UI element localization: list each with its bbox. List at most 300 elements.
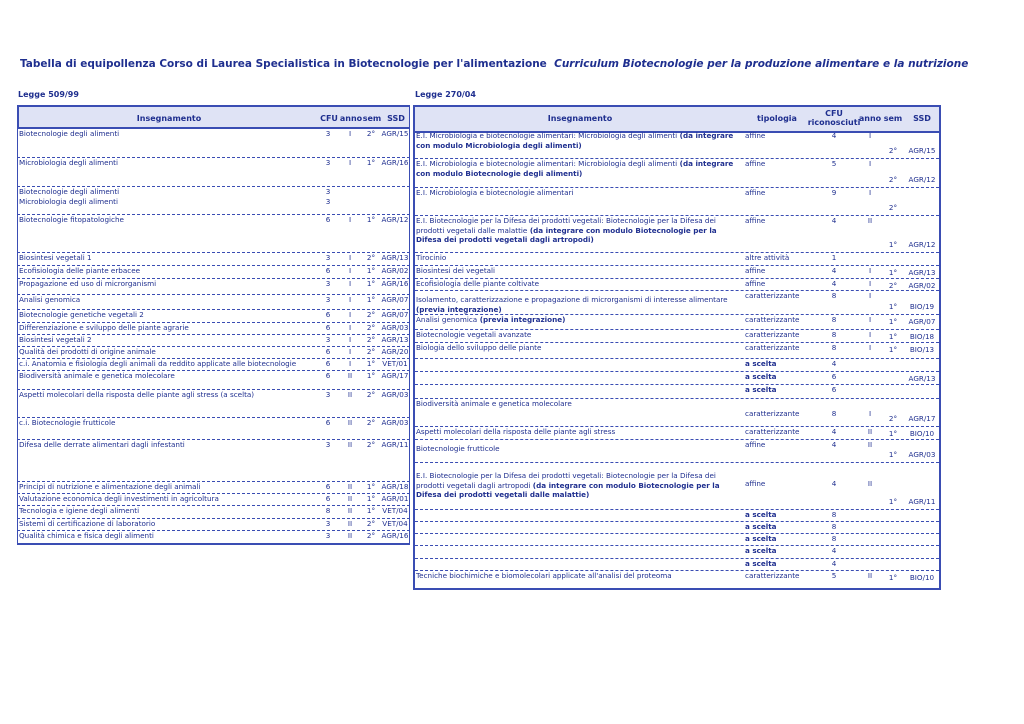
cfu-line: 6 xyxy=(325,347,331,356)
cfu-line: 6 xyxy=(325,359,331,368)
course-line: Qualità dei prodotti di origine animale xyxy=(19,347,156,356)
cfu-value xyxy=(318,129,338,139)
table-row xyxy=(415,343,939,359)
ssd-value: AGR/01 xyxy=(381,494,409,503)
course-name xyxy=(19,335,317,345)
cfu-value xyxy=(318,531,338,541)
course-name xyxy=(19,347,317,357)
ssd-value: AGR/07 xyxy=(381,310,409,319)
right-header-sem: sem xyxy=(883,113,903,123)
cfu-value: 4 xyxy=(831,131,837,140)
anno-value: I xyxy=(348,310,352,319)
sem-value: 2° xyxy=(888,414,898,423)
table-row xyxy=(17,506,410,519)
course-note: (da integrare con modulo Biotecnologie per la Difesa dei prodotti vegetali dagli artropodi) xyxy=(416,225,717,245)
course-name xyxy=(19,440,317,450)
anno-value: I xyxy=(348,253,352,262)
cfu-value: 4 xyxy=(831,266,837,275)
course-line: Propagazione ed uso di microrganismi xyxy=(19,279,157,288)
title-curriculum: Curriculum Biotecnologie per la produzione alimentare e la nutrizione xyxy=(554,58,969,70)
course-name xyxy=(416,131,742,150)
course-name xyxy=(19,531,317,541)
table-row xyxy=(17,347,410,359)
ssd-value: AGR/12 xyxy=(908,240,936,249)
cfu-line: 3 xyxy=(325,279,331,288)
course-line: c.i. Biotecnologie frutticole xyxy=(19,418,116,427)
table-row xyxy=(415,546,939,559)
cfu-line: 6 xyxy=(325,482,331,491)
cfu-value: 4 xyxy=(831,559,837,568)
sem-value: 2° xyxy=(366,440,376,449)
cfu-value xyxy=(318,323,338,333)
course-name xyxy=(19,519,317,529)
table-row xyxy=(17,440,410,482)
anno-value: I xyxy=(868,279,872,288)
table-row xyxy=(17,266,410,279)
course-text: Biotecnologie vegetali avanzate xyxy=(416,330,532,339)
course-text: E.I. Biotecnologie per la Difesa dei prodotti vegetali: Biotecnologie per la Difesa dei prodotti vegetali dagli artropodi xyxy=(416,471,716,490)
anno-value: I xyxy=(868,188,872,197)
course-name xyxy=(416,571,742,581)
course-line: Tecnologia e igiene degli alimenti xyxy=(19,506,140,515)
tipologia-value: affine xyxy=(745,440,766,449)
ssd-value: AGR/18 xyxy=(381,482,409,491)
sem-value: 2° xyxy=(366,347,376,356)
cfu-line: 6 xyxy=(325,310,331,319)
ssd-value: AGR/11 xyxy=(381,440,409,449)
table-row xyxy=(415,315,939,330)
course-name xyxy=(19,215,317,225)
tipologia-value: a scelta xyxy=(745,559,777,568)
course-text: E.I. Microbiologia e biotecnologie alimentari: Microbiologia degli alimenti xyxy=(416,131,678,140)
table-row xyxy=(415,159,939,188)
anno-value: II xyxy=(347,390,353,399)
cfu-value xyxy=(318,253,338,263)
anno-value: II xyxy=(867,479,873,488)
cfu-line: 6 xyxy=(325,323,331,332)
course-line: Microbiologia degli alimenti xyxy=(19,196,118,206)
course-text: Tecniche biochimiche e biomolecolari applicate all'analisi del proteoma xyxy=(416,571,672,580)
sem-value: 1° xyxy=(888,450,898,459)
tipologia-value: a scelta xyxy=(745,372,777,381)
anno-value: I xyxy=(868,131,872,140)
sem-value: 2° xyxy=(366,418,376,427)
ssd-value: AGR/03 xyxy=(381,390,409,399)
table-row xyxy=(17,323,410,335)
table-row xyxy=(17,158,410,187)
left-table-header xyxy=(17,105,410,129)
cfu-value: 4 xyxy=(831,427,837,436)
cfu-value: 4 xyxy=(831,479,837,488)
sem-value: 1° xyxy=(366,158,376,167)
course-name xyxy=(19,158,317,168)
sem-value: 1° xyxy=(888,268,898,277)
table-row xyxy=(415,291,939,315)
anno-value: I xyxy=(868,343,872,352)
tipologia-value: caratterizzante xyxy=(745,427,800,436)
ssd-value: AGR/16 xyxy=(381,158,409,167)
ssd-value: AGR/16 xyxy=(381,531,409,540)
cfu-value xyxy=(318,295,338,305)
right-header-ssd: SSD xyxy=(913,113,931,123)
table-row xyxy=(17,371,410,390)
left-header-sem: sem xyxy=(362,113,382,123)
title-main: Tabella di equipollenza Corso di Laurea Specialistica in Biotecnologie per l'alimentazione xyxy=(20,58,547,70)
course-name xyxy=(416,399,742,409)
ssd-value: AGR/03 xyxy=(381,418,409,427)
ssd-value: AGR/12 xyxy=(381,215,409,224)
tipologia-value: a scelta xyxy=(745,546,777,555)
cfu-line: 3 xyxy=(325,440,331,449)
ssd-value: AGR/02 xyxy=(381,266,409,275)
sem-value: 2° xyxy=(888,281,898,290)
ssd-value: AGR/20 xyxy=(381,347,409,356)
course-name xyxy=(19,295,317,305)
tipologia-value: a scelta xyxy=(745,510,777,519)
course-note: (previa integrazione) xyxy=(477,315,566,324)
sem-value: 1° xyxy=(888,240,898,249)
table-row xyxy=(17,253,410,266)
course-name xyxy=(19,310,317,320)
course-name xyxy=(416,216,742,245)
ssd-value: AGR/13 xyxy=(381,253,409,262)
course-line: Microbiologia degli alimenti xyxy=(19,158,118,167)
table-row xyxy=(415,385,939,399)
cfu-value xyxy=(318,371,338,381)
sem-value: 1° xyxy=(888,317,898,326)
anno-value: I xyxy=(868,291,872,300)
sem-value: 1° xyxy=(366,371,376,380)
sem-value: 2° xyxy=(366,390,376,399)
course-name xyxy=(416,266,742,276)
anno-value: II xyxy=(347,482,353,491)
ssd-value: AGR/13 xyxy=(908,268,936,277)
ssd-value: BIO/10 xyxy=(909,429,935,438)
cfu-value: 1 xyxy=(831,253,837,262)
course-text: Aspetti molecolari della risposta delle piante agli stress xyxy=(416,427,616,436)
sem-value: 1° xyxy=(366,215,376,224)
tipologia-value: caratterizzante xyxy=(745,343,800,352)
course-note: (da integrare con modulo Biotecnologie degli alimenti) xyxy=(416,159,734,178)
table-row xyxy=(415,559,939,571)
tipologia-value: caratterizzante xyxy=(745,315,800,324)
ssd-value: VET/04 xyxy=(382,519,408,528)
table-row xyxy=(17,390,410,418)
cfu-line: 3 xyxy=(325,187,331,196)
cfu-line: 3 xyxy=(325,253,331,262)
sem-value: 1° xyxy=(888,332,898,341)
cfu-line: 3 xyxy=(325,519,331,528)
table-row xyxy=(17,531,410,545)
course-name xyxy=(416,330,742,340)
table-row xyxy=(17,494,410,506)
cfu-value: 8 xyxy=(831,409,837,418)
anno-value: I xyxy=(348,215,352,224)
table-row xyxy=(17,310,410,323)
table-row xyxy=(415,359,939,372)
anno-value: I xyxy=(348,347,352,356)
table-row xyxy=(415,188,939,216)
cfu-value: 8 xyxy=(831,291,837,300)
right-header-insegnamento: Insegnamento xyxy=(547,113,613,123)
anno-value: I xyxy=(868,315,872,324)
left-header-cfu: CFU xyxy=(320,113,338,123)
table-row xyxy=(17,129,410,158)
course-text: Ecofisiologia delle piante coltivate xyxy=(416,279,539,288)
anno-value: II xyxy=(347,506,353,515)
left-header-ssd: SSD xyxy=(387,113,405,123)
ssd-value: AGR/13 xyxy=(908,374,936,383)
course-text: Analisi genomica xyxy=(416,315,478,324)
course-line: Biosintesi vegetali 2 xyxy=(19,335,92,344)
anno-value: I xyxy=(868,266,872,275)
cfu-value: 6 xyxy=(831,372,837,381)
course-name xyxy=(19,506,317,516)
course-line: Principi di nutrizione e alimentazione degli animali xyxy=(19,482,201,491)
course-line: Difesa delle derrate alimentari dagli infestanti xyxy=(19,440,185,449)
sem-value: 1° xyxy=(888,302,898,311)
course-name xyxy=(19,418,317,428)
course-name xyxy=(19,494,317,504)
cfu-line: 6 xyxy=(325,494,331,503)
anno-value: I xyxy=(348,323,352,332)
ssd-value: BIO/18 xyxy=(909,332,935,341)
course-name xyxy=(19,482,317,492)
anno-value: II xyxy=(347,531,353,540)
table-row xyxy=(415,522,939,534)
course-name xyxy=(19,253,317,263)
course-text: Biodiversità animale e genetica molecolare xyxy=(416,399,572,408)
course-note: (da integrare con modulo Microbiologia degli alimenti) xyxy=(416,131,734,150)
cfu-value: 6 xyxy=(831,385,837,394)
right-header-tipologia: tipologia xyxy=(757,113,797,123)
course-name xyxy=(19,390,317,400)
anno-value: I xyxy=(348,359,352,368)
table-row xyxy=(415,279,939,291)
cfu-line: 6 xyxy=(325,371,331,380)
tipologia-value: a scelta xyxy=(745,534,777,543)
cfu-value xyxy=(318,440,338,450)
ssd-value: AGR/03 xyxy=(381,323,409,332)
course-text: E.I. Microbiologia e biotecnologie alimentari xyxy=(416,188,574,197)
table-row xyxy=(17,279,410,295)
cfu-value xyxy=(318,266,338,276)
course-line: Differenziazione e sviluppo delle piante agrarie xyxy=(19,323,189,332)
cfu-line: 3 xyxy=(325,335,331,344)
course-line: Aspetti molecolari della risposta delle piante agli stress (a scelta) xyxy=(19,390,255,399)
right-header-anno: anno xyxy=(858,113,882,123)
anno-value: I xyxy=(868,409,872,418)
cfu-line: 6 xyxy=(325,215,331,224)
table-row xyxy=(415,534,939,546)
cfu-line: 3 xyxy=(325,390,331,399)
course-name xyxy=(416,295,742,314)
sem-value: 2° xyxy=(366,323,376,332)
sem-value: 2° xyxy=(366,129,376,138)
cfu-value xyxy=(318,390,338,400)
tipologia-value: a scelta xyxy=(745,385,777,394)
ssd-value: AGR/07 xyxy=(381,295,409,304)
cfu-value xyxy=(318,158,338,168)
right-law-label: Legge 270/04 xyxy=(415,90,476,99)
cfu-value: 4 xyxy=(831,279,837,288)
cfu-line: 3 xyxy=(325,295,331,304)
table-row xyxy=(415,253,939,266)
ssd-value: BIO/19 xyxy=(909,302,935,311)
tipologia-value: a scelta xyxy=(745,522,777,531)
course-note: (previa integrazione) xyxy=(416,304,502,314)
tipologia-value: caratterizzante xyxy=(745,291,800,300)
ssd-value: AGR/15 xyxy=(908,146,936,155)
course-note: (da integrare con modulo Biotecnologie per la Difesa dei prodotti vegetali dalle malattie) xyxy=(416,480,720,500)
course-name xyxy=(19,371,317,381)
cfu-value: 4 xyxy=(831,440,837,449)
table-row xyxy=(17,519,410,531)
cfu-value: 8 xyxy=(831,534,837,543)
course-name xyxy=(416,427,742,437)
anno-value: I xyxy=(868,330,872,339)
tipologia-value: a scelta xyxy=(745,359,777,368)
sem-value: 1° xyxy=(888,573,898,582)
cfu-line: 8 xyxy=(325,506,331,515)
cfu-line: 3 xyxy=(325,129,331,138)
cfu-value: 4 xyxy=(831,359,837,368)
course-name xyxy=(416,444,742,454)
left-header-anno: anno xyxy=(339,113,363,123)
sem-value: 1° xyxy=(366,295,376,304)
right-header-cfu: CFU riconosciuti xyxy=(807,109,861,127)
anno-value: I xyxy=(348,295,352,304)
ssd-value: AGR/17 xyxy=(908,414,936,423)
course-line: Ecofisiologia delle piante erbacee xyxy=(19,266,141,275)
sem-value: 1° xyxy=(366,266,376,275)
course-name xyxy=(416,279,742,289)
table-row xyxy=(415,216,939,253)
course-text: Isolamento, caratterizzazione e propagazione di microrganismi di interesse alimentare xyxy=(416,295,728,304)
course-line: Biotecnologie genetiche vegetali 2 xyxy=(19,310,144,319)
table-row xyxy=(17,418,410,440)
cfu-value: 8 xyxy=(831,510,837,519)
anno-value: II xyxy=(867,440,873,449)
left-header-insegnamento: Insegnamento xyxy=(136,113,202,123)
ssd-value: AGR/12 xyxy=(908,175,936,184)
anno-value: II xyxy=(347,519,353,528)
sem-value: 1° xyxy=(366,279,376,288)
table-row xyxy=(415,427,939,440)
tipologia-value: caratterizzante xyxy=(745,409,800,418)
cfu-value: 4 xyxy=(831,546,837,555)
course-name xyxy=(416,188,742,198)
cfu-value: 8 xyxy=(831,315,837,324)
table-row xyxy=(415,266,939,279)
left-table xyxy=(17,105,410,569)
sem-value: 1° xyxy=(888,345,898,354)
cfu-value: 4 xyxy=(831,216,837,225)
table-row xyxy=(415,131,939,159)
tipologia-value: affine xyxy=(745,216,766,225)
course-name xyxy=(19,187,317,206)
cfu-value: 5 xyxy=(831,159,837,168)
ssd-value: AGR/16 xyxy=(381,279,409,288)
course-name xyxy=(416,159,742,178)
tipologia-value: altre attività xyxy=(745,253,790,262)
course-text: E.I. Microbiologia e biotecnologie alimentari: Microbiologia degli alimenti xyxy=(416,159,678,168)
course-name xyxy=(19,266,317,276)
ssd-value: BIO/10 xyxy=(909,573,935,582)
course-line: Analisi genomica xyxy=(19,295,81,304)
ssd-value: AGR/15 xyxy=(381,129,409,138)
course-line: Biodiversità animale e genetica molecolare xyxy=(19,371,175,380)
cfu-value: 9 xyxy=(831,188,837,197)
course-name xyxy=(416,343,742,353)
cfu-value xyxy=(318,359,338,369)
course-line: c.i. Anatomia e fisiologia degli animali da reddito applicate alle biotecnologie xyxy=(19,359,297,368)
sem-value: 1° xyxy=(366,506,376,515)
ssd-value: BIO/13 xyxy=(909,345,935,354)
right-table xyxy=(413,105,941,590)
table-row xyxy=(415,510,939,522)
tipologia-value: affine xyxy=(745,188,766,197)
course-line: Biotecnologie degli alimenti xyxy=(19,187,120,196)
cfu-value xyxy=(318,347,338,357)
cfu-value xyxy=(318,335,338,345)
tipologia-value: affine xyxy=(745,279,766,288)
sem-value: 2° xyxy=(366,253,376,262)
anno-value: II xyxy=(347,371,353,380)
course-text: Tirocinio xyxy=(416,253,447,262)
anno-value: I xyxy=(348,266,352,275)
table-row xyxy=(17,295,410,310)
course-text: Biotecnologie frutticole xyxy=(416,444,500,453)
ssd-value: AGR/17 xyxy=(381,371,409,380)
ssd-value: AGR/07 xyxy=(908,317,936,326)
table-row xyxy=(415,330,939,343)
sem-value: 2° xyxy=(366,335,376,344)
cfu-value xyxy=(318,310,338,320)
table-row xyxy=(17,335,410,347)
sem-value: 1° xyxy=(888,429,898,438)
course-text: Biosintesi dei vegetali xyxy=(416,266,496,275)
anno-value: II xyxy=(347,440,353,449)
course-text: E.I. Biotecnologie per la Difesa dei prodotti vegetali: Biotecnologie per la Difesa dei prodotti vegetali dalle malattie xyxy=(416,216,716,235)
table-row xyxy=(17,215,410,253)
cfu-line: 6 xyxy=(325,266,331,275)
ssd-value: AGR/03 xyxy=(908,450,936,459)
tipologia-value: affine xyxy=(745,266,766,275)
table-row xyxy=(17,359,410,371)
cfu-line: 3 xyxy=(325,196,331,206)
course-name xyxy=(416,471,742,500)
anno-value: I xyxy=(348,129,352,138)
ssd-value: VET/04 xyxy=(382,506,408,515)
anno-value: I xyxy=(868,159,872,168)
cfu-value xyxy=(318,215,338,225)
left-law-label: Legge 509/99 xyxy=(18,90,79,99)
sem-value: 2° xyxy=(888,175,898,184)
course-name xyxy=(19,129,317,139)
sem-value: 1° xyxy=(888,497,898,506)
anno-value: I xyxy=(348,335,352,344)
cfu-value: 8 xyxy=(831,343,837,352)
cfu-value xyxy=(318,494,338,504)
page-title xyxy=(20,58,968,70)
tipologia-value: affine xyxy=(745,159,766,168)
ssd-value: AGR/13 xyxy=(381,335,409,344)
cfu-value: 5 xyxy=(831,571,837,580)
course-name xyxy=(19,359,317,369)
cfu-value xyxy=(318,279,338,289)
table-row xyxy=(415,399,939,427)
